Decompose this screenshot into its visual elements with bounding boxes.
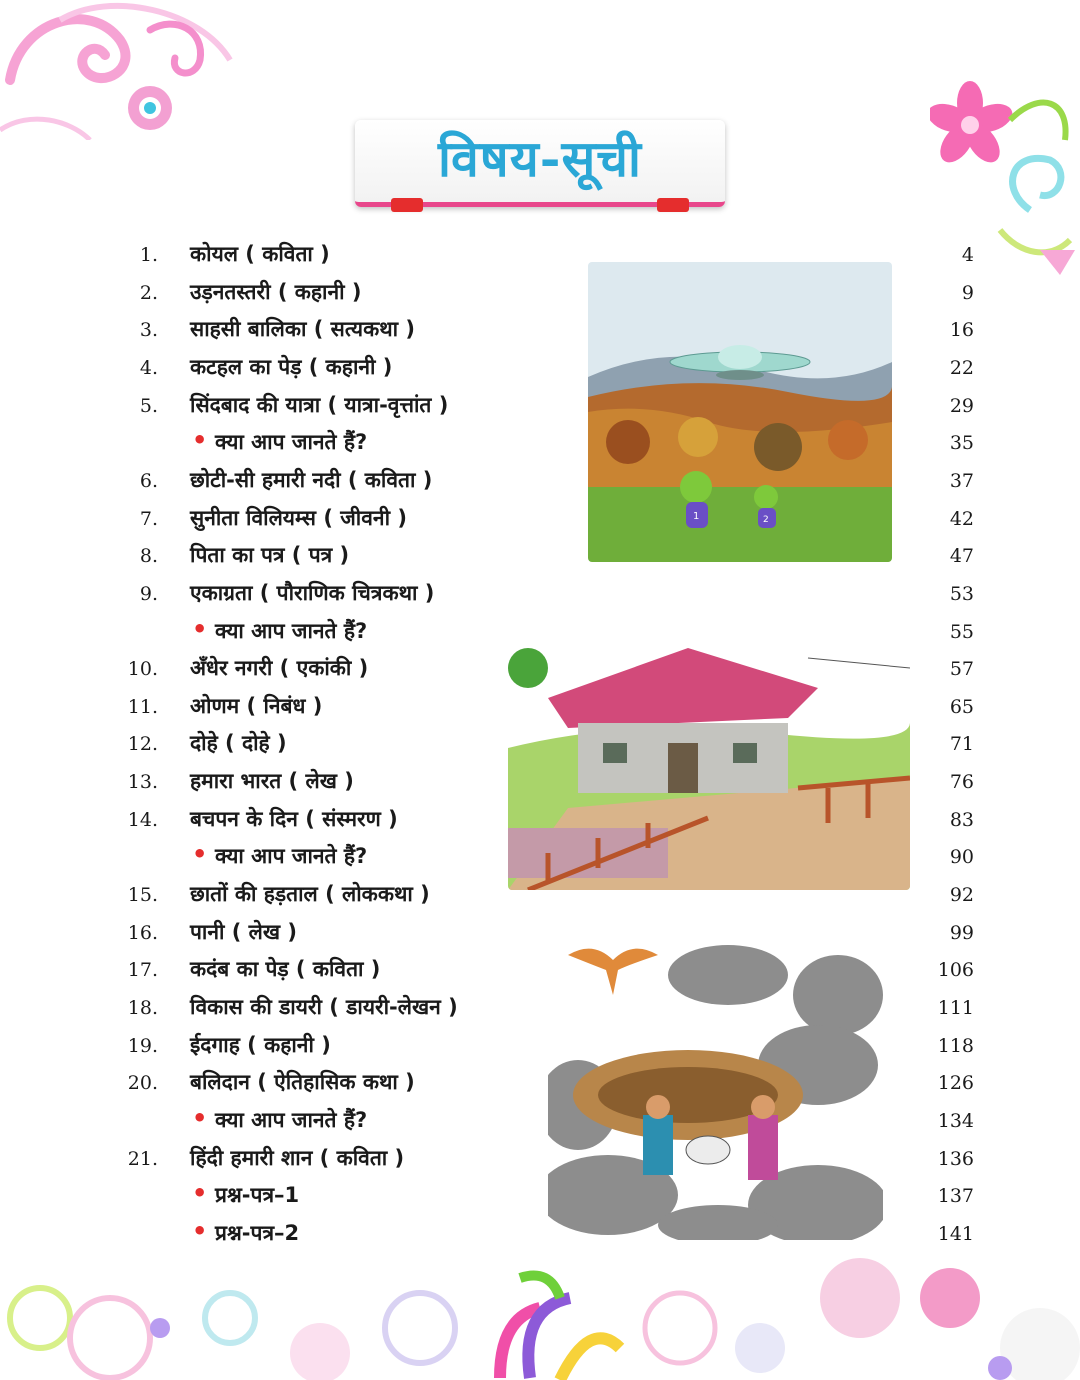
toc-page-number: 9 — [961, 281, 974, 304]
page-title: विषय-सूची — [438, 129, 642, 188]
toc-page-number: 106 — [937, 959, 974, 982]
floral-swirl-top-left — [0, 0, 240, 140]
toc-title: प्रश्न-पत्र–2 — [215, 1220, 300, 1245]
toc-row — [0, 914, 1080, 952]
toc-page-number: 136 — [937, 1147, 974, 1170]
toc-title: बलिदान ( ऐतिहासिक कथा ) — [190, 1070, 415, 1095]
toc-number: 8. — [139, 545, 158, 568]
toc-number: 13. — [127, 771, 158, 794]
toc-page-number: 141 — [937, 1222, 974, 1245]
toc-row — [0, 763, 1080, 801]
toc-number: 11. — [127, 695, 158, 718]
toc-number: 16. — [127, 921, 158, 944]
alien-badge-1: 1 — [693, 511, 700, 522]
toc-title: क्या आप जानते हैं? — [215, 430, 368, 455]
toc-row — [0, 1102, 1080, 1140]
toc-title: पानी ( लेख ) — [190, 919, 298, 944]
toc-number: 6. — [139, 469, 158, 492]
toc-page-number: 42 — [949, 507, 974, 530]
toc-row — [0, 951, 1080, 989]
toc-number: 9. — [139, 582, 158, 605]
toc-title: बचपन के दिन ( संस्मरण ) — [190, 806, 398, 831]
toc-title: सिंदबाद की यात्रा ( यात्रा-वृत्तांत ) — [190, 392, 449, 417]
toc-number: 2. — [139, 281, 158, 304]
toc-row — [0, 876, 1080, 914]
toc-title: क्या आप जानते हैं? — [215, 844, 368, 869]
toc-row — [0, 725, 1080, 763]
toc-page-number: 92 — [949, 884, 974, 907]
toc-page-number: 16 — [949, 319, 974, 342]
toc-number: 5. — [139, 394, 158, 417]
toc-title: पिता का पत्र ( पत्र ) — [190, 543, 350, 568]
toc-title: ईदगाह ( कहानी ) — [190, 1032, 331, 1057]
toc-title: हमारा भारत ( लेख ) — [190, 769, 354, 794]
toc-title: उड़नतस्तरी ( कहानी ) — [190, 279, 362, 304]
toc-row — [0, 1027, 1080, 1065]
toc-row — [0, 613, 1080, 651]
toc-title: अँधेर नगरी ( एकांकी ) — [190, 656, 369, 681]
toc-number: 14. — [127, 808, 158, 831]
toc-number: 18. — [127, 997, 158, 1019]
toc-row — [0, 801, 1080, 839]
toc-number: 15. — [127, 884, 158, 907]
alien-badge-2: 2 — [763, 515, 769, 525]
toc-page-number: 126 — [937, 1072, 974, 1095]
toc-number: 21. — [127, 1147, 158, 1170]
toc-number: 3. — [139, 319, 158, 342]
toc-row — [0, 311, 1080, 349]
title-banner — [355, 120, 725, 207]
banner-tab-left — [391, 198, 423, 212]
toc-page-number: 35 — [949, 432, 974, 455]
toc-page-number: 134 — [937, 1109, 974, 1132]
toc-number: 20. — [127, 1072, 158, 1095]
toc-title: कटहल का पेड़ ( कहानी ) — [190, 354, 393, 379]
toc-page-number: 90 — [949, 846, 974, 869]
toc-title: हिंदी हमारी शान ( कविता ) — [190, 1145, 405, 1170]
toc-page-number: 4 — [961, 244, 974, 266]
toc-row — [0, 462, 1080, 500]
toc-row — [0, 838, 1080, 876]
toc-title: प्रश्न-पत्र–1 — [215, 1183, 300, 1208]
toc-page-number: 118 — [937, 1034, 974, 1057]
toc-title: कदंब का पेड़ ( कविता ) — [190, 957, 381, 982]
toc-number: 1. — [139, 244, 158, 266]
toc-number: 17. — [127, 959, 158, 982]
toc-number: 10. — [127, 658, 158, 681]
bullet-icon: • — [192, 1216, 208, 1245]
toc-page-number: 29 — [949, 394, 974, 417]
bullet-icon: • — [192, 426, 208, 455]
toc-number: 19. — [127, 1034, 158, 1057]
toc-title: एकाग्रता ( पौराणिक चित्रकथा ) — [190, 580, 435, 605]
toc-page-number: 71 — [949, 733, 974, 756]
toc-row — [0, 1215, 1080, 1253]
toc-title: विकास की डायरी ( डायरी-लेखन ) — [190, 995, 458, 1019]
toc-row — [0, 274, 1080, 312]
toc-row — [0, 1140, 1080, 1178]
toc-page-number: 37 — [949, 469, 974, 492]
toc-row — [0, 387, 1080, 425]
toc-row — [0, 1064, 1080, 1102]
toc-page-number: 53 — [949, 582, 974, 605]
bullet-icon: • — [192, 840, 208, 869]
decorative-bubbles-bottom — [0, 1258, 1080, 1380]
toc-title: कोयल ( कविता ) — [190, 242, 330, 266]
toc-row — [0, 1177, 1080, 1215]
toc-page-number: 137 — [937, 1185, 974, 1208]
toc-row — [0, 349, 1080, 387]
toc-page-number: 22 — [949, 356, 974, 379]
toc-page-number: 83 — [949, 808, 974, 831]
toc-page-number: 57 — [949, 658, 974, 681]
bullet-icon: • — [192, 614, 208, 643]
toc-title: ओणम ( निबंध ) — [190, 693, 323, 718]
toc-row — [0, 537, 1080, 575]
toc-row — [0, 989, 1080, 1027]
toc-page-number: 76 — [949, 771, 974, 794]
toc-page-number: 47 — [949, 545, 974, 568]
toc-title: क्या आप जानते हैं? — [215, 1107, 368, 1132]
toc-title: दोहे ( दोहे ) — [190, 731, 287, 756]
toc-number: 7. — [139, 507, 158, 530]
toc-title: साहसी बालिका ( सत्यकथा ) — [190, 317, 415, 342]
bullet-icon: • — [192, 1103, 208, 1132]
toc-page-number: 65 — [949, 695, 974, 718]
bullet-icon: • — [192, 1179, 208, 1208]
toc-row — [0, 575, 1080, 613]
toc-title: क्या आप जानते हैं? — [215, 618, 368, 643]
toc-number: 12. — [127, 733, 158, 756]
toc-row — [0, 424, 1080, 462]
toc-number: 4. — [139, 356, 158, 379]
toc-page-number: 111 — [937, 997, 974, 1019]
toc-page-number: 99 — [949, 921, 974, 944]
toc-title: छोटी-सी हमारी नदी ( कविता ) — [190, 467, 433, 492]
toc-title: सुनीता विलियम्स ( जीवनी ) — [190, 505, 407, 530]
toc-row — [0, 650, 1080, 688]
toc-row — [0, 236, 1080, 274]
toc-row — [0, 688, 1080, 726]
toc-title: छातों की हड़ताल ( लोककथा ) — [190, 882, 430, 907]
toc-row — [0, 500, 1080, 538]
toc-page-number: 55 — [949, 620, 974, 643]
banner-tab-right — [657, 198, 689, 212]
